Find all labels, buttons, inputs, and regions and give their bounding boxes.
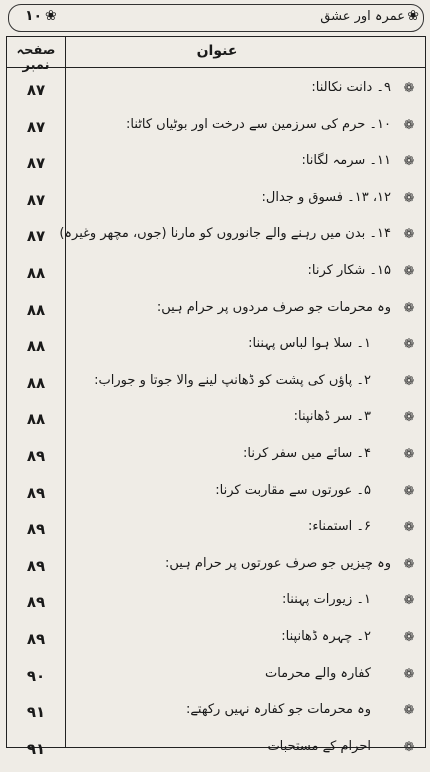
toc-entry-page: ٨٩ (26, 483, 46, 502)
toc-entry-title: ۱۱۔ سرمہ لگانا: (301, 153, 391, 169)
toc-entry-page: ٨٧ (26, 154, 46, 173)
ornament-icon: ❀ (407, 8, 419, 24)
toc-entry-page: ٨٨ (26, 300, 46, 319)
flower-bullet-icon: ❁ (403, 117, 415, 133)
toc-entry-title: ۱۲، ۱۳۔ فسوق و جدال: (261, 189, 391, 205)
ornament-icon: ❀ (45, 8, 57, 24)
flower-bullet-icon: ❁ (403, 264, 415, 279)
flower-bullet-icon: ❁ (403, 154, 415, 170)
toc-entry-title: ۳۔ سر ڈھانپنا: (293, 409, 371, 425)
toc-row[interactable] (7, 587, 425, 625)
toc-entry-title: ۲۔ چہرہ ڈھانپنا: (281, 629, 371, 644)
toc-entry-page: ٨٨ (26, 373, 46, 392)
toc-entry-title: کفارہ والے محرمات (264, 665, 371, 681)
toc-row[interactable] (7, 697, 425, 735)
flower-bullet-icon: ❁ (403, 190, 415, 206)
toc-entry-title: ۶۔ استمناء: (307, 519, 371, 535)
toc-entry-page: ٩١ (26, 703, 46, 722)
toc-row[interactable] (7, 624, 425, 662)
flower-bullet-icon: ❁ (403, 300, 415, 316)
toc-entry-page: ٨٧ (26, 81, 46, 99)
toc-row[interactable] (7, 551, 425, 589)
toc-entry-title: ۴۔ سائے میں سفر کرنا: (243, 446, 371, 461)
toc-entry-page: ٨٧ (26, 117, 46, 136)
toc-entry-title: ۱۔ زیورات پہننا: (281, 592, 371, 608)
toc-entry-page: ٨٧ (26, 190, 46, 209)
toc-row[interactable] (7, 75, 425, 113)
flower-bullet-icon: ❁ (403, 227, 415, 243)
flower-bullet-icon: ❁ (403, 666, 415, 682)
running-header (8, 4, 424, 32)
flower-bullet-icon: ❁ (403, 410, 415, 426)
title-column-heading: عنوان (196, 43, 238, 59)
toc-row[interactable] (7, 112, 425, 150)
toc-entry-page: ٩٠ (26, 666, 46, 685)
toc-entry-title: ۱۰۔ حرم کی سرزمین سے درخت اور بوٹیاں کاٹنا: (125, 116, 391, 132)
toc-entry-page: ٨٩ (26, 556, 46, 575)
flower-bullet-icon: ❁ (403, 703, 415, 719)
toc-row[interactable] (7, 404, 425, 442)
flower-bullet-icon: ❁ (403, 520, 415, 536)
toc-entry-page: ٨٩ (26, 593, 46, 612)
toc-entry-page: ٨٨ (26, 410, 46, 429)
flower-bullet-icon: ❁ (403, 556, 415, 572)
flower-bullet-icon: ❁ (403, 81, 415, 96)
toc-entry-title: احرام کے مستحبات (267, 738, 371, 754)
toc-row[interactable] (7, 478, 425, 516)
flower-bullet-icon: ❁ (403, 630, 415, 645)
toc-entry-page: ٩١ (26, 739, 46, 758)
flower-bullet-icon: ❁ (403, 739, 415, 755)
toc-entry-page: ٨٨ (26, 337, 46, 356)
toc-row[interactable] (7, 441, 425, 479)
toc-header (7, 37, 425, 73)
toc-row[interactable] (7, 295, 425, 333)
running-title: عمرہ اور عشق (320, 9, 405, 24)
toc-entry-title: ۲۔ پاؤں کی پشت کو ڈھانپ لینے والا جوتا و جوراب: (94, 372, 371, 388)
flower-bullet-icon: ❁ (403, 373, 415, 389)
flower-bullet-icon: ❁ (403, 593, 415, 609)
toc-entry-page: ٨٩ (26, 630, 46, 648)
toc-row[interactable] (7, 185, 425, 223)
toc-row[interactable] (7, 148, 425, 186)
toc-entry-page: ٨٩ (26, 520, 46, 539)
toc-entry-title: وہ محرمات جو صرف مردوں پر حرام ہیں: (156, 299, 391, 315)
toc-entry-title: ۱۔ سلا ہوا لباس پہننا: (248, 336, 371, 352)
flower-bullet-icon: ❁ (403, 483, 415, 499)
toc-entry-page: ٨٩ (26, 447, 46, 465)
toc-entry-title: ۵۔ عورتوں سے مقاربت کرنا: (215, 482, 371, 498)
toc-row[interactable] (7, 331, 425, 369)
flower-bullet-icon: ❁ (403, 447, 415, 462)
toc-entry-title: وہ چیزیں جو صرف عورتوں پر حرام ہیں: (164, 555, 391, 571)
toc-entry-title: ۱۴۔ بدن میں رہنے والے جانوروں کو مارنا (جوں، مچھر وغیرہ) (59, 226, 391, 242)
toc-entry-title: وہ محرمات جو کفارہ نہیں رکھتے: (185, 702, 371, 718)
flower-bullet-icon: ❁ (403, 337, 415, 353)
page-column-heading: صفحہ نمبر (16, 43, 56, 73)
toc-entry-page: ٨٧ (26, 227, 46, 246)
toc-row[interactable] (7, 368, 425, 406)
toc-row[interactable] (7, 661, 425, 699)
toc-entry-page: ٨٨ (26, 264, 46, 282)
toc-row[interactable] (7, 514, 425, 552)
table-of-contents (6, 36, 426, 758)
toc-row[interactable] (7, 221, 425, 259)
toc-row[interactable] (7, 258, 425, 296)
page-number: ١٠ (25, 8, 43, 24)
toc-entry-title: ۱۵۔ شکار کرنا: (307, 263, 391, 278)
toc-entry-title: ۹۔ دانت نکالنا: (311, 80, 391, 95)
